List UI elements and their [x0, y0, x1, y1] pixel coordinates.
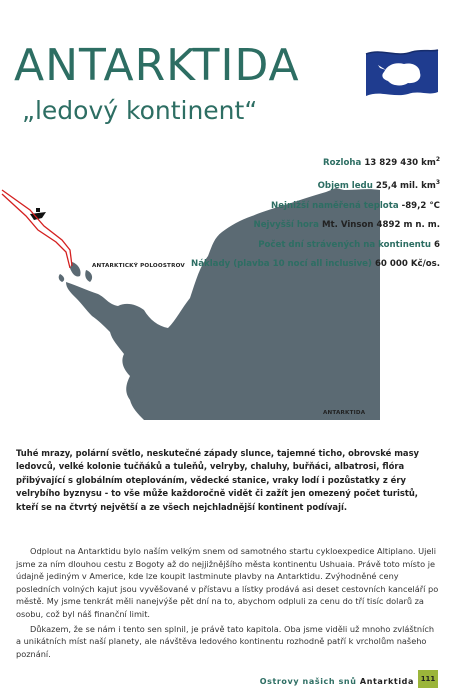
continent-label: ANTARKTIDA: [323, 410, 366, 416]
footer-section: Ostrovy našich snů: [259, 677, 357, 686]
fact-label: Nejnižší naměřená teplota: [271, 200, 399, 211]
fact-value: -89,2 °C: [401, 200, 440, 211]
fact-row: [191, 150, 440, 173]
body-text: [16, 545, 441, 660]
fact-row: [191, 197, 440, 217]
fact-label: Náklady (plavba 10 nocí all inclusive): [191, 259, 372, 270]
fact-unit-exponent: 3: [435, 179, 440, 187]
chapter-title: ANTARKTIDA: [14, 40, 300, 91]
fact-unit-exponent: 2: [435, 156, 440, 163]
footer-chapter: Antarktida: [359, 677, 414, 686]
fact-value: 60 000 Kč/os.: [374, 259, 440, 270]
body-paragraph: Odplout na Antarktidu bylo naším velkým snem od samotného startu cykloexpedice Altiplano. Ujeli jsme za ním dlouhou cestu z Bogoty až do nejjižnějšího města kontinentu Ushuaia. Právě toto místo je údajně jediným v Americe, kde lze koupit lastminute plavby na Antarktidu. Zvýhodněné ceny posledních volných kajut jsou vyvěšované v přístavu a lístky prodává asi deset cestovních kanceláří po městě. My jsme tenkrát měli nanejvýše pět dní na to, abychom odpluli za cenu do tří tisíc dolarů za osobu, což byl náš finanční limit.: [16, 546, 439, 619]
fact-value: 6: [434, 239, 440, 250]
fact-row: [191, 255, 440, 275]
fact-label: Rozloha: [323, 157, 362, 168]
intro-paragraph: Tuhé mrazy, polární světlo, neskutečné západy slunce, tajemné ticho, obrovské masy ledovců, velké kolonie tučňáků a tuleňů, velryby, chaluhy, buřňáci, albatrosi, flóra přibývající s globálním oteplováním, vědecké stanice, vraky lodí i pozůstatky z éry velrybího byznysu - to vše může každoročně vidět či zažít jen omezený počet turistů, kteří se na čtvrtý největší a ze všech nejchladnější kontinent podívají.: [16, 448, 420, 512]
facts-list: [191, 150, 440, 275]
fact-label: Objem ledu: [317, 181, 373, 192]
fact-value: 13 829 430 km: [364, 157, 436, 168]
fact-value: 25,4 mil. km: [375, 181, 436, 192]
route-line: [2, 194, 70, 268]
fact-row: [191, 216, 440, 236]
body-paragraph: Důkazem, že se nám i tento sen splnil, je právě tato kapitola. Oba jsme viděli už mnoho zvláštních a unikátních míst naší planety, ale návštěva ledového kontinentu rozhodně patří k vrcholům našeho poznání.: [16, 623, 435, 659]
fact-label: Nejvyšší hora: [253, 220, 319, 231]
fact-row: [191, 236, 440, 256]
running-footer: [260, 677, 414, 686]
fact-row: [191, 173, 440, 196]
chapter-subtitle: „ledový kontinent“: [22, 96, 258, 125]
page-number: 111: [418, 670, 438, 688]
antarctica-flag-icon: [362, 46, 440, 102]
peninsula-label: ANTARKTICKÝ POLOOSTROV: [92, 263, 185, 269]
fact-label: Počet dní strávených na kontinentu: [258, 239, 432, 250]
fact-value: Mt. Vinson 4892 m n. m.: [321, 220, 440, 231]
